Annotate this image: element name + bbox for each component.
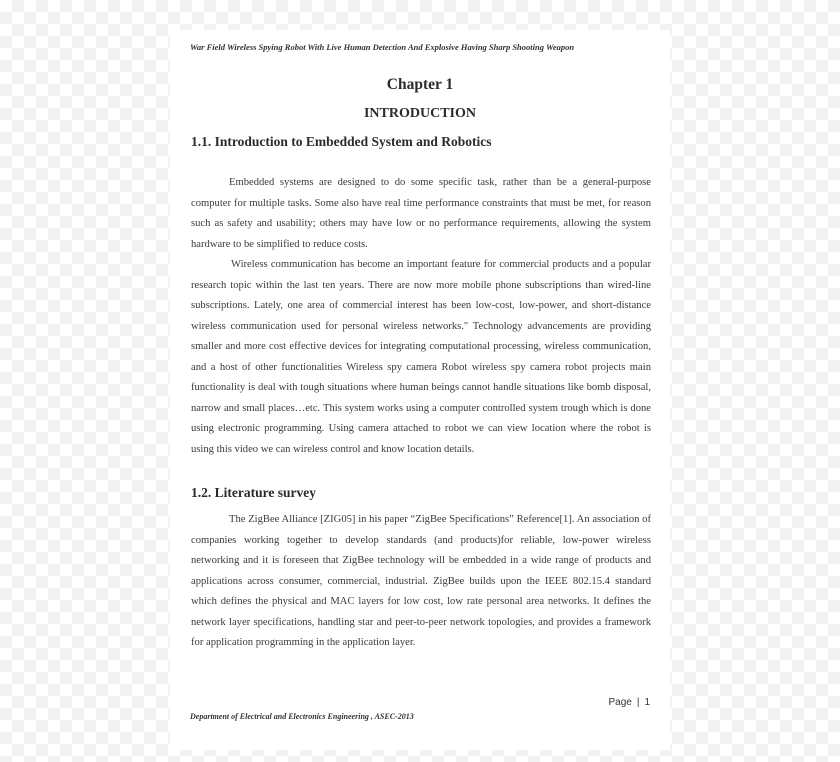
section-body-1-2 [191, 510, 651, 654]
section-heading-1-2: 1.2. Literature survey [191, 485, 316, 500]
document-page [170, 30, 670, 750]
section-body-1-1 [191, 173, 651, 460]
page-label: Page [608, 697, 632, 708]
chapter-subtitle: INTRODUCTION [363, 106, 476, 121]
chapter-title: Chapter 1 [386, 76, 454, 93]
page-footer: Department of Electrical and Electronics Engineering , ASEC-2013 [190, 712, 414, 721]
page-number-value: 1 [644, 697, 650, 708]
running-header: War Field Wireless Spying Robot With Live Human Detection And Explosive Having Sharp Shooting Weapon [190, 42, 575, 52]
paragraph: The ZigBee Alliance [ZIG05] in his paper “ZigBee Specifications” Reference[1]. An association of companies working together to develop standards (and products)for reliable, low-power wireless networking and it is foreseen that ZigBee technology will be embedded in a wide range of products and applications across consumer, commercial, industrial. ZigBee builds upon the IEEE 802.15.4 standard which defines the physical and MAC layers for low cost, low rate personal area networks. It defines the network layer specifications, handling star and peer-to-peer network topologies, and provides a framework for application programming in the application layer. [191, 514, 651, 648]
section-heading-1-1: 1.1. Introduction to Embedded System and Robotics [191, 134, 492, 149]
page-separator: | [636, 697, 640, 708]
paragraph: Wireless communication has become an important feature for commercial products and a popular research topic within the last ten years. There are now more mobile phone subscriptions than wired-line subscriptions. Lately, one area of commercial interest has been low-cost, low-power, and short-distance wireless communication used for personal wireless networks." Technology advancements are providing smaller and more cost effective devices for integrating computational processing, wireless communication, and a host of other functionalities Wireless spy camera Robot wireless spy camera robot projects main functionality is deal with tough situations where human beings cannot handle situations like bomb disposal, narrow and small places…etc. This system works using a computer controlled system trough which is done using electronic programming. Using camera attached to robot we can view location where the robot is using this video we can wireless control and know location details. [191, 259, 651, 455]
page-number [608, 697, 650, 708]
paragraph: Embedded systems are designed to do some specific task, rather than be a general-purpose computer for multiple tasks. Some also have real time performance constraints that must be met, for reason such as safety and usability; others may have low or no performance requirements, allowing the system hardware to be simplified to reduce costs. [191, 177, 651, 250]
